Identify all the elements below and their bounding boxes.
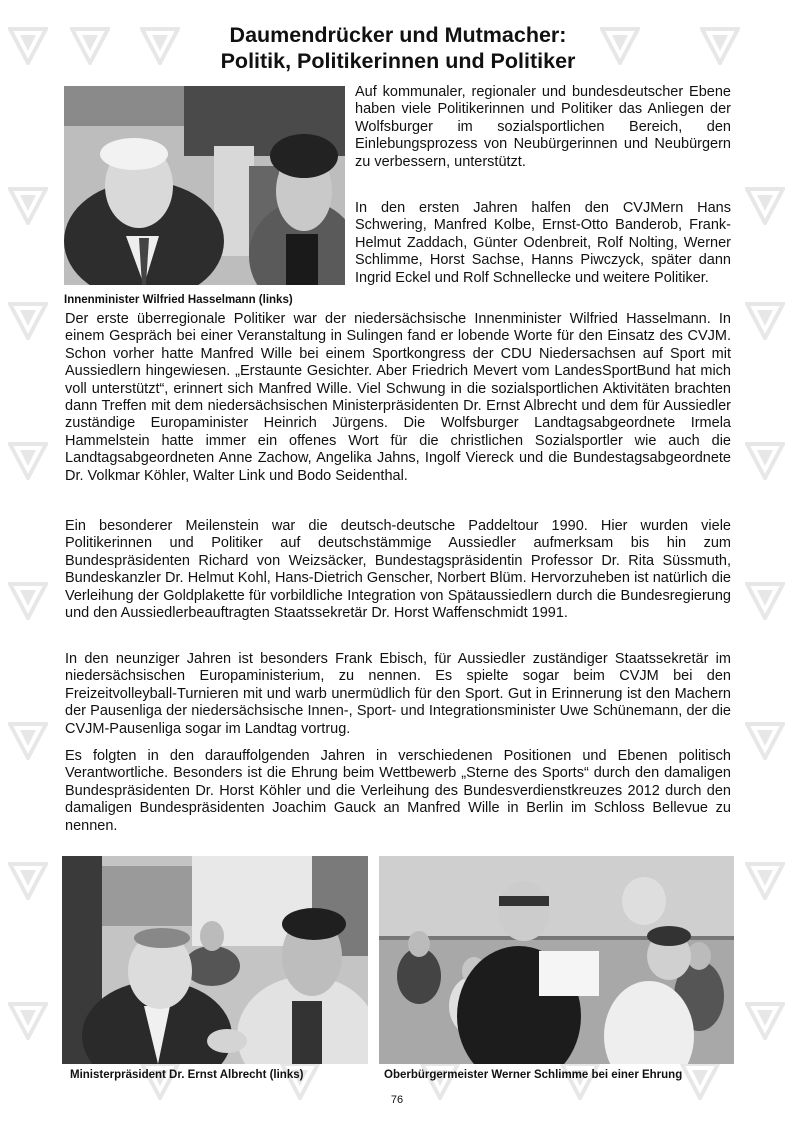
paragraph-hasselmann: Der erste überregionale Politiker war der niedersächsische Innenminister Wilfried Hasselmann. In einem Gespräch bei einer Veranstaltung in Sulingen fand er lobende Worte für den Einsatz des CVJM. Schon vorher hatte Manfred Wille bei einem Sportkongress der CDU Niedersachsen auf Sport mit Aussiedlern hingewiesen. „Erstaunte Gesichter. Aber Friedrich Mevert vom LandesSportBund hat mich voll unterstützt“, erinnert sich Manfred Wille. Viel Schwung in die sozialsportlichen Aktivitäten brachten dann Treffen mit dem niedersächsischen Ministerpräsidenten Dr. Ernst Albrecht und dem für Aussiedler zuständige Europaminister Heinrich Jürgens. Die Wolfsburger Landtagsabgeordnete Irmela Hammelstein hatte immer ein offenes Wort für die christlichen Sozialsportler wie auch die Landtagsabgeordneten Anne Zachow, Angelika Jahns, Ingolf Viereck und die Bundestagsabgeordnete Dr. Volkmar Köhler, Walter Link und Bodo Seidenthal. xyxy=(65,311,731,484)
watermark-logo-icon xyxy=(745,860,785,900)
photo-caption-bottom-right: Oberbürgermeister Werner Schlimme bei einer Ehrung xyxy=(384,1069,683,1081)
photo-albrecht xyxy=(62,856,368,1064)
title-line-2: Politik, Politikerinnen und Politiker xyxy=(220,49,576,73)
photo-caption-top: Innenminister Wilfried Hasselmann (links) xyxy=(64,294,293,306)
watermark-logo-icon xyxy=(8,25,48,65)
photo-schlimme xyxy=(379,856,734,1064)
paragraph-nineties: In den neunziger Jahren ist besonders Frank Ebisch, für Aussiedler zuständiger Staatssekretär im niedersächsischen Europaministerium, zu nennen. Es spielte sogar beim CVJM bei den Freizeitvolleyball-Turnieren mit und warb unermüdlich für den Sport. Gut in Erinnerung ist den Machern der Pausenliga der niedersächsische Innen-, Sport- und Integrationsminister Uwe Schünemann, der die CVJM-Pausenliga sogar im Landtag vortrug. xyxy=(65,651,731,737)
photo-hasselmann xyxy=(64,86,345,285)
watermark-logo-icon xyxy=(8,300,48,340)
watermark-logo-icon xyxy=(8,720,48,760)
watermark-logo-icon xyxy=(8,860,48,900)
watermark-logo-icon xyxy=(745,580,785,620)
watermark-logo-icon xyxy=(745,1000,785,1040)
watermark-logo-icon xyxy=(745,720,785,760)
watermark-logo-icon xyxy=(8,185,48,225)
paragraph-paddeltour: Ein besonderer Meilenstein war die deutsch-deutsche Paddeltour 1990. Hier wurden viele Politikerinnen und Politiker auf deutschstämmige Aussiedler aufmerksam bis hin zum Bundespräsidenten Richard von Weizsäcker, Bundestagspräsidentin Professor Dr. Rita Süssmuth, Bundeskanzler Dr. Helmut Kohl, Hans-Dietrich Genscher, Norbert Blüm. Hervorzuheben ist natürlich die Verleihung der Goldplakette für vorbildliche Integration von Spätaussiedlern durch die Bundesregierung und den Aussiedlerbeauftragten Staatssekretär Dr. Horst Waffenschmidt 1991. xyxy=(65,518,731,622)
page-number: 76 xyxy=(390,1094,404,1106)
watermark-logo-icon xyxy=(8,440,48,480)
watermark-logo-icon xyxy=(8,1000,48,1040)
watermark-logo-icon xyxy=(8,580,48,620)
title-line-1: Daumendrücker und Mutmacher: xyxy=(229,23,567,47)
paragraph-helpers: In den ersten Jahren halfen den CVJMern Hans Schwering, Manfred Kolbe, Ernst-Otto Banderob, Frank-Helmut Zaddach, Günter Odenbreit, Rolf Nolting, Werner Schlimme, Horst Sachse, Hanns Piwczyck, später dann Ingrid Eckel und Rolf Schnellecke und weitere Politiker. xyxy=(355,200,731,286)
paragraph-awards: Es folgten in den darauffolgenden Jahren in verschiedenen Positionen und Ebenen politisch Verantwortliche. Besonders ist die Ehrung beim Wettbewerb „Sterne des Sports“ durch den damaligen Bundespräsidenten Dr. Horst Köhler und die Verleihung des Bundesverdienstkreuzes 2012 durch den damaligen Bundespräsidenten Joachim Gauck an Manfred Wille in Berlin im Schloss Bellevue zu nennen. xyxy=(65,748,731,834)
page-title xyxy=(60,22,736,74)
paragraph-intro: Auf kommunaler, regionaler und bundesdeutscher Ebene haben viele Politikerinnen und Politiker das Anliegen der Wolfsburger im sozialsportlichen Bereich, den Einlebungsprozess von Neubürgerinnen und Neubürgern zu verbessern, unterstützt. xyxy=(355,84,731,170)
photo-caption-bottom-left: Ministerpräsident Dr. Ernst Albrecht (links) xyxy=(70,1069,304,1081)
watermark-logo-icon xyxy=(745,185,785,225)
watermark-logo-icon xyxy=(745,300,785,340)
watermark-logo-icon xyxy=(745,440,785,480)
